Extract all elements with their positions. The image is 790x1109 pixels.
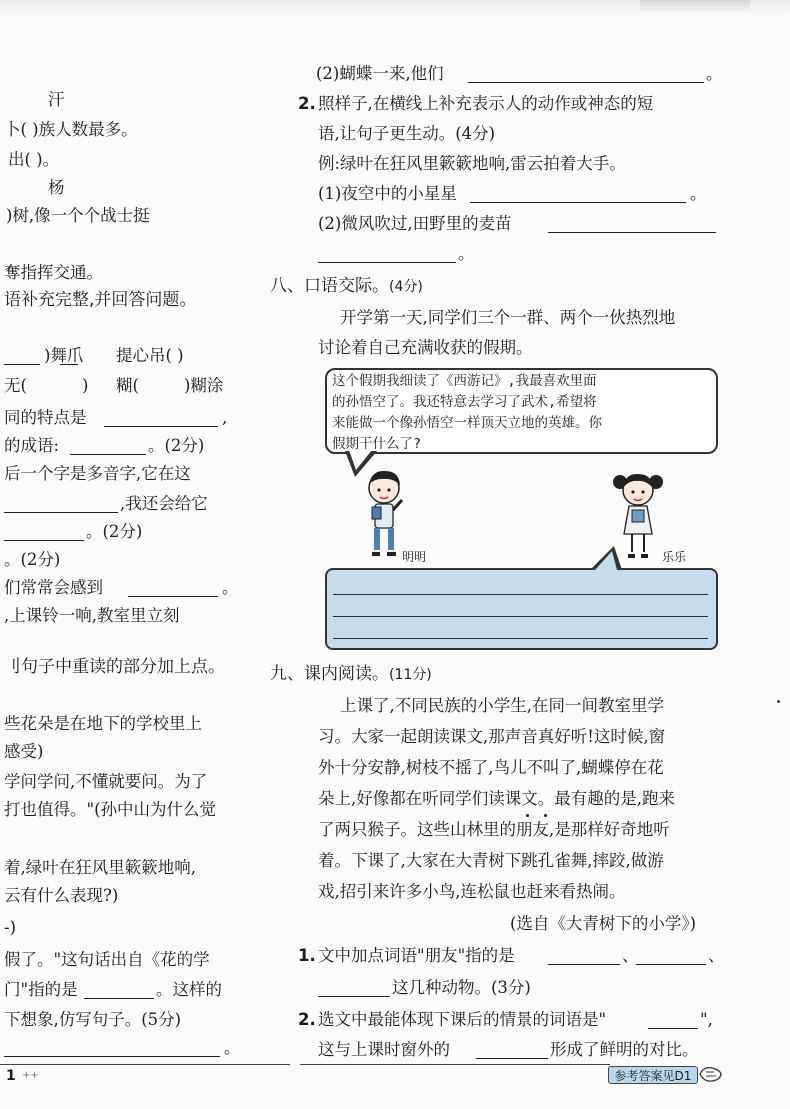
question-number: 2. (298, 94, 316, 113)
hand-pointer-icon (698, 1062, 724, 1086)
bubble-text: 这个假期我细读了《西游记》,我最喜欢里面 (332, 373, 597, 389)
text-line: 。 (224, 1038, 241, 1057)
text-line: ,我还会给它 (120, 494, 208, 513)
answer-blank[interactable] (548, 964, 620, 965)
text-line: ,上课铃一响,教室里立刻 (4, 606, 180, 625)
text-line: 无( (4, 376, 27, 395)
text-line: 。(2分) (148, 436, 205, 455)
scan-speck (777, 700, 780, 703)
text-line: 着,绿叶在狂风里簌簌地响, (4, 858, 196, 877)
answer-blank[interactable] (318, 262, 456, 263)
page-number: 1 (6, 1068, 16, 1084)
passage-line: 戏,招引来许多小鸟,连松鼠也赶来看热闹。 (318, 882, 626, 901)
bubble-text: 的孙悟空了。我还特意去学习了武术,希望将 (332, 394, 597, 410)
text-line: 。 (222, 578, 239, 597)
passage-line: 外十分安静,树枝不摇了,鸟儿不叫了,蝴蝶停在花 (318, 758, 664, 777)
answer-reference: 参考答案见D1 (608, 1066, 698, 1084)
text-line: 。 (690, 184, 707, 203)
answer-blank[interactable] (470, 202, 686, 203)
answer-blank[interactable] (104, 426, 218, 427)
bubble-text: 假期干什么了? (332, 436, 422, 452)
idiom-blank[interactable] (4, 364, 40, 365)
text-line: 下想象,仿写句子。(5分) (4, 1010, 182, 1029)
text-line: 提心吊( ) (116, 346, 184, 365)
section-heading: 刂句子中重读的部分加上点。 (4, 657, 225, 677)
text-line: 同的特点是 (4, 408, 87, 427)
text-line: 照样子,在横线上补充表示人的动作或神态的短 (318, 94, 654, 113)
text-line: 开学第一天,同学们三个一群、两个一伙热烈地 (340, 308, 676, 327)
answer-blank[interactable] (318, 996, 390, 997)
answer-blank[interactable] (4, 512, 118, 513)
text-line: , (222, 408, 228, 427)
text-line: 讨论着自己充满收获的假期。 (318, 338, 533, 357)
text-line: 门"指的是 (4, 980, 78, 999)
text-line: (1)夜空中的小星星 (318, 184, 457, 203)
text-line: ", (700, 1010, 713, 1029)
text-line: 语,让句子更生动。(4分) (318, 124, 496, 143)
section-heading-9: 九、课内阅读。(11分) (270, 664, 432, 684)
text-line: 们常常会感到 (4, 578, 103, 597)
text-line: (2)蝴蝶一来,他们 (316, 64, 444, 83)
text-line: 。 (706, 64, 723, 83)
text-line: 。这样的 (156, 980, 222, 999)
text-line: 这与上课时窗外的 (318, 1040, 450, 1059)
text-line: 。(2分) (86, 522, 143, 541)
answer-blank[interactable] (648, 1028, 698, 1029)
text-line: 汗 (48, 90, 65, 109)
section-heading: 语补充完整,并回答问题。 (4, 290, 197, 310)
text-line: 、 (622, 946, 639, 965)
emphasis-dot (544, 814, 547, 817)
footer-rule (300, 1064, 610, 1065)
text-line: 形成了鲜明的对比。 (550, 1040, 699, 1059)
emphasis-dot (526, 814, 529, 817)
answer-blank[interactable] (636, 964, 706, 965)
text-line: 学问学问,不懂就要问。为了 (4, 772, 208, 791)
page-mark: ++ (22, 1070, 39, 1081)
text-line: 云有什么表现?) (4, 886, 119, 905)
text-line: )树,像一个个战士挺 (6, 206, 150, 225)
answer-blank[interactable] (70, 454, 146, 455)
answer-blank[interactable] (476, 1058, 548, 1059)
text-line: -) (4, 918, 17, 937)
text-line: 文中加点词语"朋友"指的是 (318, 946, 515, 965)
text-line: 糊( (116, 376, 139, 395)
bubble-text: 来能做一个像孙悟空一样顶天立地的英雄。你 (332, 415, 602, 431)
writing-line[interactable] (333, 594, 708, 595)
text-line: 感受) (4, 742, 44, 761)
text-line: (2)微风吹过,田野里的麦苗 (318, 214, 512, 233)
writing-line[interactable] (333, 616, 708, 617)
underline-mark (60, 364, 78, 365)
boy-name: 明明 (402, 550, 427, 564)
text-line: 奪指挥交通。 (4, 263, 103, 282)
question-number: 2. (298, 1010, 316, 1029)
writing-line[interactable] (333, 638, 708, 639)
example-line: 例:绿叶在狂风里簌簌地响,雷云拍着大手。 (318, 154, 626, 173)
text-line: 。(2分) (4, 550, 61, 569)
passage-line: 习。大家一起朗读课文,那声音真好听!这时候,窗 (318, 727, 666, 746)
text-line: 的成语: (4, 436, 60, 455)
passage-line: 着。下课了,大家在大青树下跳孔雀舞,摔跤,做游 (318, 851, 664, 870)
text-line: 假了。"这句话出自《花的学 (4, 950, 210, 969)
text-line: 杨 (48, 178, 65, 197)
text-line: ) (82, 376, 89, 395)
answer-blank[interactable] (84, 998, 154, 999)
question-number: 1. (298, 946, 316, 965)
text-line: 后一个字是多音字,它在这 (4, 464, 191, 483)
answer-blank[interactable] (4, 540, 84, 541)
footer-rule (0, 1064, 290, 1065)
text-line: 选文中最能体现下课后的情景的词语是" (318, 1010, 607, 1029)
text-line: )舞爪 (44, 346, 84, 365)
answer-blank[interactable] (128, 596, 218, 597)
text-line: 、 (708, 946, 725, 965)
girl-name: 乐乐 (662, 550, 687, 564)
section-heading-8: 八、口语交际。(4分) (270, 276, 423, 296)
answer-blank[interactable] (468, 82, 704, 83)
text-line: 些花朵是在地下的学校里上 (4, 714, 202, 733)
scan-edge (0, 0, 790, 14)
text-line: 打也值得。"(孙中山为什么觉 (4, 800, 217, 819)
passage-line: 上课了,不同民族的小学生,在同一间教室里学 (340, 696, 664, 715)
text-line: 出( )。 (8, 150, 60, 169)
passage-line: 了两只猴子。这些山林里的朋友,是那样好奇地听 (318, 820, 670, 839)
text-line: 。 (458, 244, 475, 263)
answer-blank[interactable] (4, 1056, 220, 1057)
text-line: )糊涂 (184, 376, 224, 395)
passage-source: (选自《大青树下的小学》) (510, 914, 697, 933)
text-line: 卜( )族人数最多。 (4, 120, 138, 139)
text-line: 这几种动物。(3分) (392, 978, 531, 997)
answer-blank[interactable] (548, 232, 716, 233)
passage-line: 朵上,好像都在听同学们读课文。最有趣的是,跑来 (318, 789, 675, 808)
